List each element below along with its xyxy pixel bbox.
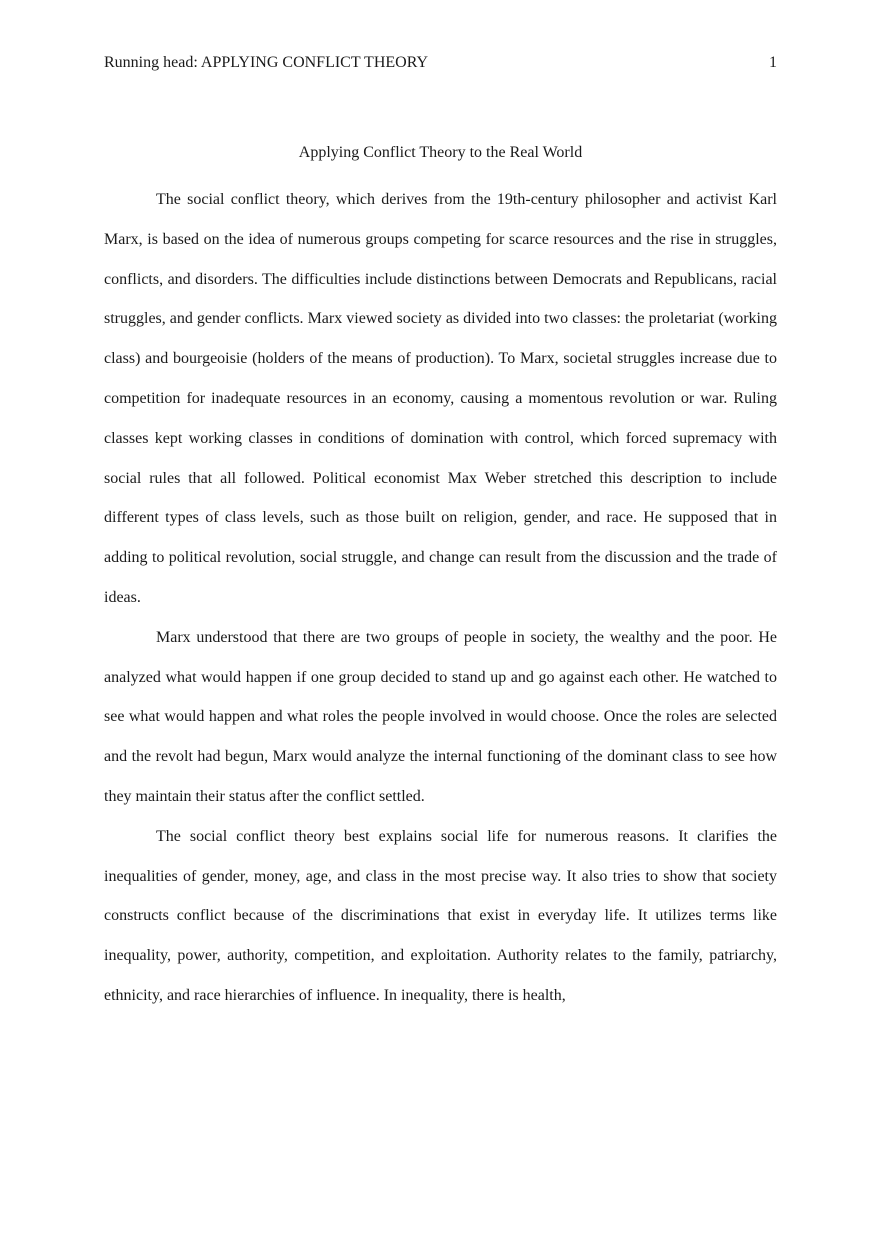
paragraph: Marx understood that there are two groups of people in society, the wealthy and the poor. He analyzed what would happen if one group decided to stand up and go against each other. He watched to see what would happen and what roles the people involved in would choose. Once the roles are selected and the revolt had begun, Marx would analyze the internal functioning of the dominant class to see how they maintain their status after the conflict settled. [104, 628, 777, 805]
document-body [104, 180, 777, 1016]
page-header [104, 52, 777, 74]
document-title: Applying Conflict Theory to the Real World [298, 144, 583, 161]
paragraph: The social conflict theory, which derives from the 19th-century philosopher and activist Karl Marx, is based on the idea of numerous groups competing for scarce resources and the rise in struggles, conflicts, and disorders. The difficulties include distinctions between Democrats and Republicans, racial struggles, and gender conflicts. Marx viewed society as divided into two classes: the proletariat (working class) and bourgeoisie (holders of the means of production). To Marx, societal struggles increase due to competition for inadequate resources in an economy, causing a momentous revolution or war. Ruling classes kept working classes in conditions of domination with control, which forced supremacy with social rules that all followed. Political economist Max Weber stretched this description to include different types of class levels, such as those built on religion, gender, and race. He supposed that in adding to political revolution, social struggle, and change can result from the discussion and the trade of ideas. [104, 191, 777, 606]
paragraph: The social conflict theory best explains social life for numerous reasons. It clarifies the inequalities of gender, money, age, and class in the most precise way. It also tries to show that society constructs conflict because of the discriminations that exist in everyday life. It utilizes terms like inequality, power, authority, competition, and exploitation. Authority relates to the family, patriarchy, ethnicity, and race hierarchies of influence. In inequality, there is health, [104, 827, 777, 1004]
page-number: 1 [769, 54, 777, 71]
running-head: Running head: APPLYING CONFLICT THEORY [104, 54, 429, 71]
